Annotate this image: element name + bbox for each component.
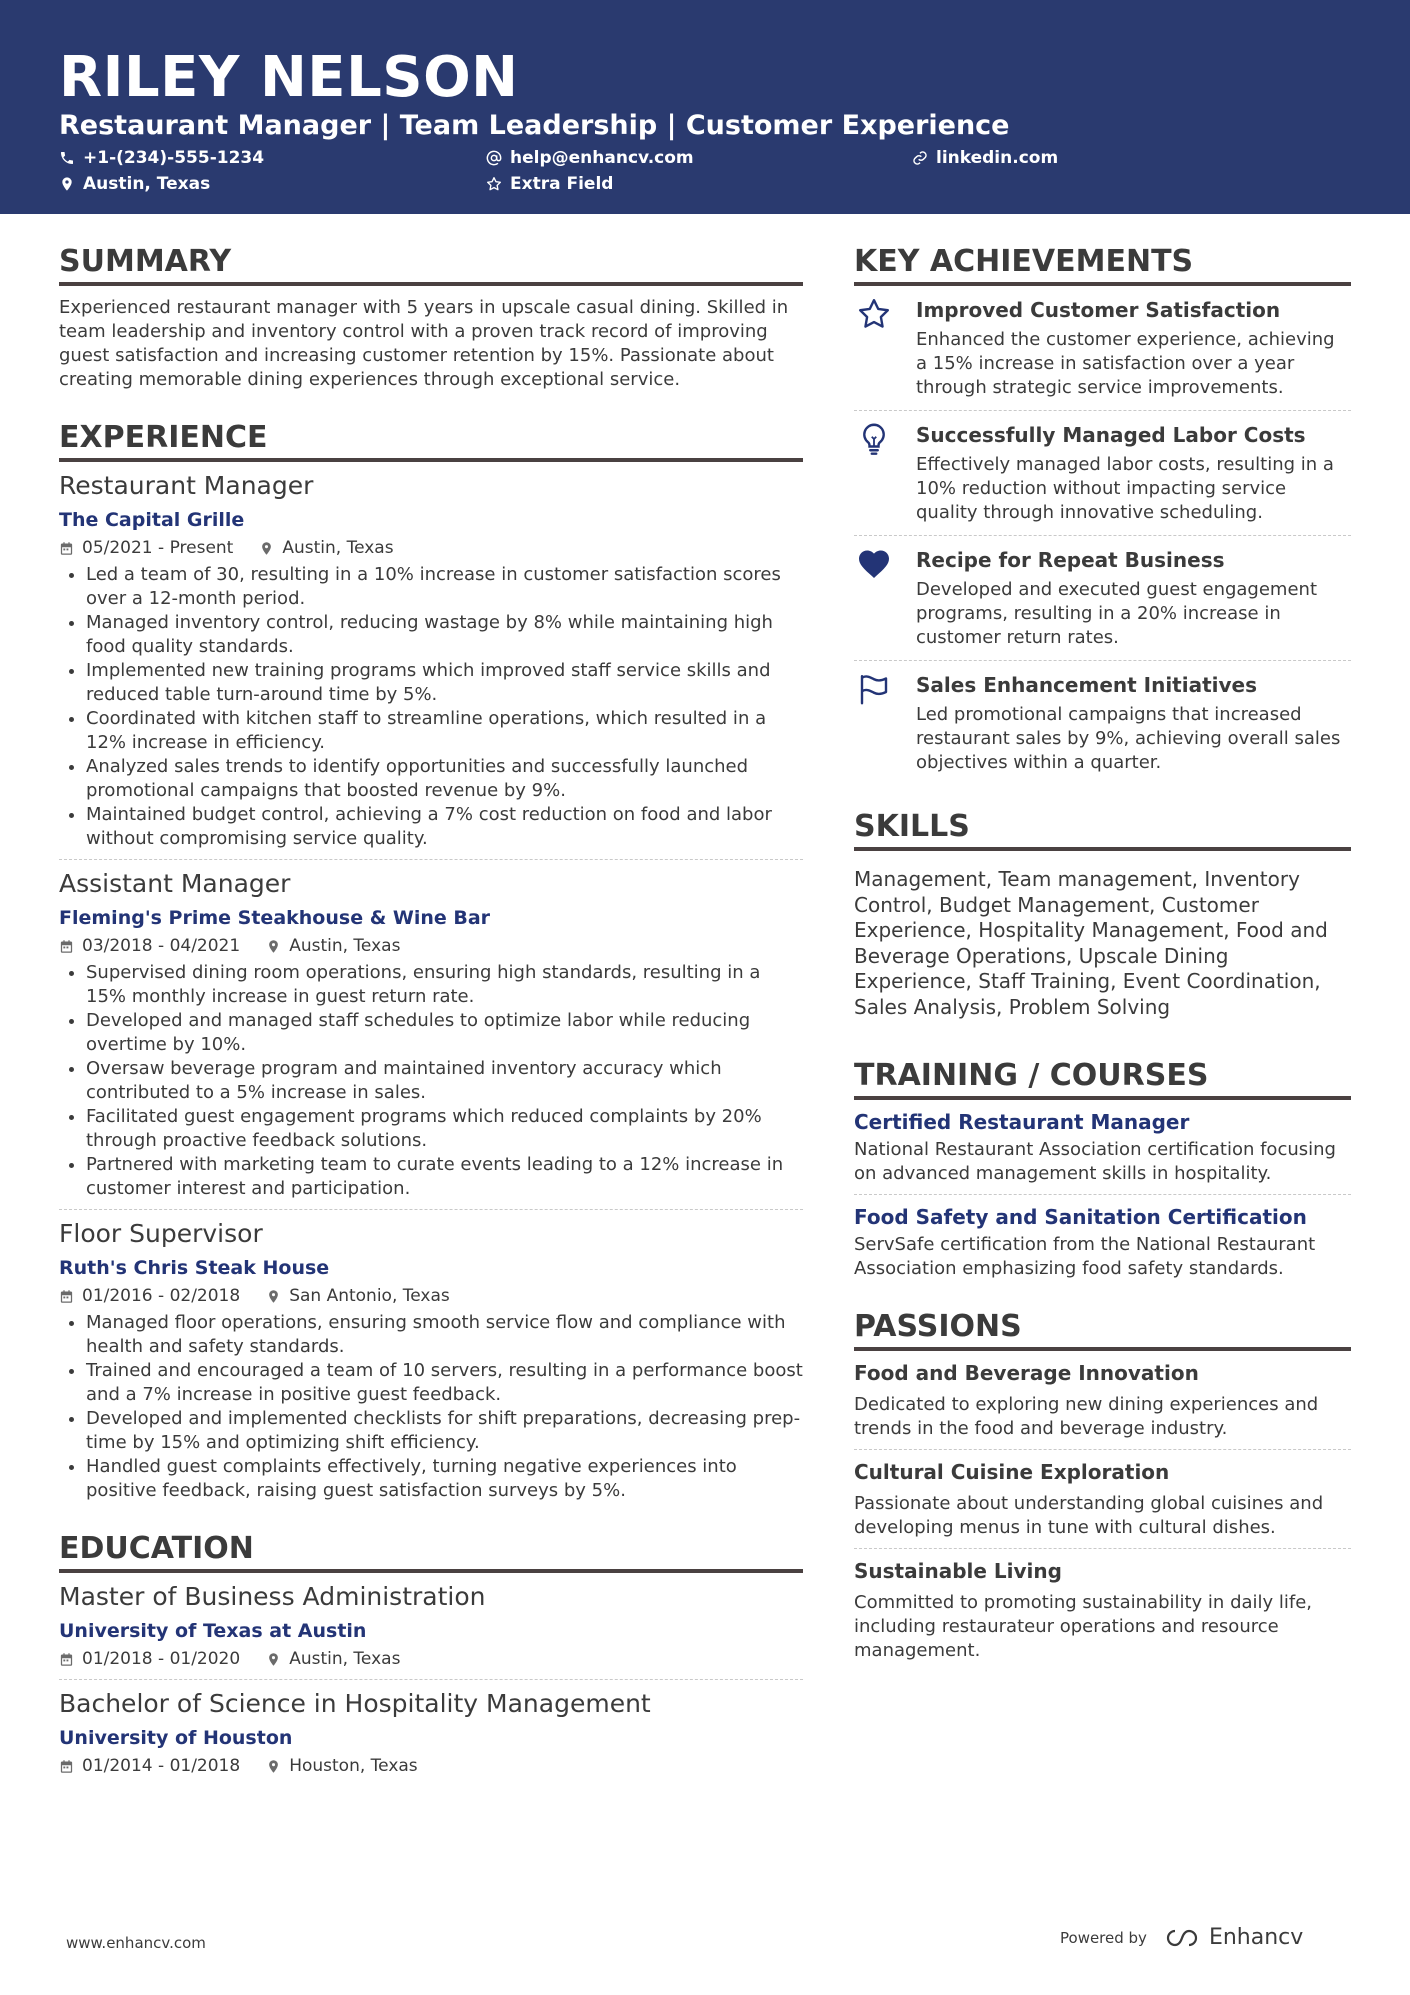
list-item: • Managed floor operations, ensuring smooth service flow and compliance with health and safety standards. xyxy=(86,1311,803,1359)
passion-item xyxy=(854,1549,1351,1663)
company-name: The Capital Grille xyxy=(59,509,245,531)
job-location: San Antonio, Texas xyxy=(289,1286,450,1306)
job-bullets xyxy=(59,563,803,851)
list-item: • Supervised dining room operations, ensuring high standards, resulting in a 15% monthly increase in guest return rate. xyxy=(86,961,803,1009)
passions-heading: PASSIONS xyxy=(854,1307,1351,1351)
experience-heading: EXPERIENCE xyxy=(59,418,803,462)
list-item: • Developed and managed staff schedules to optimize labor while reducing overtime by 10%. xyxy=(86,1009,803,1057)
company-name: Ruth's Chris Steak House xyxy=(59,1257,330,1279)
job-bullets xyxy=(59,961,803,1201)
education-entry xyxy=(59,1581,803,1671)
degree-title: Bachelor of Science in Hospitality Management xyxy=(59,1689,651,1718)
job-meta xyxy=(59,1284,803,1308)
passion-desc: Committed to promoting sustainability in daily life, including restaurateur operations and resource management. xyxy=(854,1592,1313,1661)
location-pin-icon xyxy=(59,176,75,192)
flag-icon xyxy=(856,671,892,707)
calendar-icon xyxy=(59,541,74,556)
achievement-desc: Enhanced the customer experience, achieving a 15% increase in satisfaction over a year through strategic service improvements. xyxy=(916,329,1335,398)
achievement-title: Improved Customer Satisfaction xyxy=(916,298,1281,322)
achievement-title: Sales Enhancement Initiatives xyxy=(916,673,1258,697)
education-heading: EDUCATION xyxy=(59,1529,803,1573)
calendar-icon xyxy=(59,1652,74,1667)
education-location: Austin, Texas xyxy=(289,1649,401,1669)
list-item: • Managed inventory control, reducing wastage by 8% while maintaining high food quality standards. xyxy=(86,611,803,659)
location-pin-icon xyxy=(266,939,281,954)
achievement-title: Successfully Managed Labor Costs xyxy=(916,423,1306,447)
powered-by-text: Powered by xyxy=(1060,1928,1147,1947)
school-name: University of Texas at Austin xyxy=(59,1620,367,1642)
education-dates: 01/2018 - 01/2020 xyxy=(82,1649,241,1669)
footer-website-link[interactable]: www.enhancv.com xyxy=(66,1934,206,1952)
skills-text: Management, Team management, Inventory Control, Budget Management, Customer Experience, Hospitality Management, Food and Beverage Operations, Upscale Dining Experience, Staff Training, Event Coordination, Sales Analysis, Problem Solving xyxy=(854,867,1328,1019)
extra-field-text: Extra Field xyxy=(510,174,614,194)
entry-divider xyxy=(59,1679,803,1680)
list-item: • Facilitated guest engagement programs which reduced complaints by 20% through proactive feedback solutions. xyxy=(86,1105,803,1153)
list-item: • Trained and encouraged a team of 10 servers, resulting in a performance boost and a 7% increase in positive guest feedback. xyxy=(86,1359,803,1407)
passion-title: Food and Beverage Innovation xyxy=(854,1361,1199,1385)
passion-item xyxy=(854,1450,1351,1540)
list-item: • Analyzed sales trends to identify opportunities and successfully launched promotional campaigns that boosted revenue by 9%. xyxy=(86,755,803,803)
course-item xyxy=(854,1100,1351,1186)
passion-title: Cultural Cuisine Exploration xyxy=(854,1460,1170,1484)
job-dates: 03/2018 - 04/2021 xyxy=(82,936,241,956)
job-location: Austin, Texas xyxy=(289,936,401,956)
left-column xyxy=(59,242,803,1778)
list-item: • Implemented new training programs which improved staff service skills and reduced table turn-around time by 5%. xyxy=(86,659,803,707)
achievements-heading: KEY ACHIEVEMENTS xyxy=(854,242,1351,286)
list-item: • Partnered with marketing team to curate events leading to a 12% increase in customer interest and participation. xyxy=(86,1153,803,1201)
resume-header xyxy=(0,0,1410,214)
passion-title: Sustainable Living xyxy=(854,1559,1062,1583)
contact-extra xyxy=(486,172,613,196)
course-title: Food Safety and Sanitation Certification xyxy=(854,1205,1307,1229)
education-entry xyxy=(59,1688,803,1778)
right-column xyxy=(854,242,1351,1663)
job-meta xyxy=(59,934,803,958)
achievement-desc: Led promotional campaigns that increased restaurant sales by 9%, achieving overall sales objectives within a quarter. xyxy=(916,704,1341,773)
course-title: Certified Restaurant Manager xyxy=(854,1110,1190,1134)
lightbulb-icon xyxy=(856,421,892,457)
star-outline-icon xyxy=(486,176,502,192)
phone-icon xyxy=(59,150,75,166)
passion-desc: Passionate about understanding global cuisines and developing menus in tune with cultural dishes. xyxy=(854,1493,1324,1538)
training-heading: TRAINING / COURSES xyxy=(854,1056,1351,1100)
entry-divider xyxy=(59,1209,803,1210)
course-item xyxy=(854,1195,1351,1281)
contact-location xyxy=(59,172,210,196)
job-title: Restaurant Manager xyxy=(59,471,314,500)
education-meta xyxy=(59,1754,803,1778)
candidate-headline: Restaurant Manager | Team Leadership | Customer Experience xyxy=(59,110,1010,141)
education-dates: 01/2014 - 01/2018 xyxy=(82,1756,241,1776)
company-name: Fleming's Prime Steakhouse & Wine Bar xyxy=(59,907,491,929)
education-meta xyxy=(59,1647,803,1671)
footer-branding xyxy=(1060,1925,1303,1950)
passion-desc: Dedicated to exploring new dining experiences and trends in the food and beverage industry. xyxy=(854,1394,1319,1439)
achievement-item xyxy=(854,411,1351,535)
entry-divider xyxy=(59,859,803,860)
achievement-item xyxy=(854,661,1351,785)
contact-phone[interactable] xyxy=(59,146,264,170)
list-item: • Led a team of 30, resulting in a 10% increase in customer satisfaction scores over a 12-month period. xyxy=(86,563,803,611)
list-item: • Coordinated with kitchen staff to streamline operations, which resulted in a 12% increase in efficiency. xyxy=(86,707,803,755)
achievement-desc: Developed and executed guest engagement programs, resulting in a 20% increase in customer return rates. xyxy=(916,579,1318,648)
phone-text: +1-(234)-555-1234 xyxy=(83,148,265,168)
location-pin-icon xyxy=(259,541,274,556)
job-dates: 01/2016 - 02/2018 xyxy=(82,1286,241,1306)
list-item: • Maintained budget control, achieving a 7% cost reduction on food and labor without compromising service quality. xyxy=(86,803,803,851)
location-pin-icon xyxy=(266,1289,281,1304)
job-meta xyxy=(59,536,803,560)
job-title: Floor Supervisor xyxy=(59,1219,263,1248)
at-icon xyxy=(486,150,502,166)
summary-heading: SUMMARY xyxy=(59,242,803,286)
enhancv-logo-icon xyxy=(1161,1927,1203,1949)
list-item: • Oversaw beverage program and maintained inventory accuracy which contributed to a 5% increase in sales. xyxy=(86,1057,803,1105)
course-desc: National Restaurant Association certification focusing on advanced management skills in hospitality. xyxy=(854,1139,1336,1184)
heart-icon xyxy=(856,546,892,582)
passion-item xyxy=(854,1351,1351,1441)
star-icon xyxy=(856,296,892,332)
degree-title: Master of Business Administration xyxy=(59,1582,486,1611)
job-entry xyxy=(59,1218,803,1503)
link-icon xyxy=(912,150,928,166)
location-pin-icon xyxy=(266,1652,281,1667)
calendar-icon xyxy=(59,939,74,954)
calendar-icon xyxy=(59,1759,74,1774)
job-dates: 05/2021 - Present xyxy=(82,538,234,558)
email-text: help@enhancv.com xyxy=(510,148,694,168)
contact-email[interactable] xyxy=(486,146,694,170)
list-item: • Developed and implemented checklists for shift preparations, decreasing prep-time by 15% and optimizing shift efficiency. xyxy=(86,1407,803,1455)
job-title: Assistant Manager xyxy=(59,869,291,898)
course-desc: ServSafe certification from the National Restaurant Association emphasizing food safety standards. xyxy=(854,1234,1316,1279)
achievement-item xyxy=(854,536,1351,660)
skills-heading: SKILLS xyxy=(854,807,1351,851)
achievement-desc: Effectively managed labor costs, resulting in a 10% reduction without impacting service quality through innovative scheduling. xyxy=(916,454,1334,523)
contact-linkedin[interactable] xyxy=(912,146,1058,170)
location-text: Austin, Texas xyxy=(83,174,211,194)
calendar-icon xyxy=(59,1289,74,1304)
job-entry xyxy=(59,470,803,851)
location-pin-icon xyxy=(266,1759,281,1774)
school-name: University of Houston xyxy=(59,1727,293,1749)
achievement-item xyxy=(854,286,1351,410)
education-location: Houston, Texas xyxy=(289,1756,418,1776)
job-location: Austin, Texas xyxy=(282,538,394,558)
job-bullets xyxy=(59,1311,803,1503)
candidate-name: RILEY NELSON xyxy=(59,45,519,110)
linkedin-text: linkedin.com xyxy=(936,148,1059,168)
achievement-title: Recipe for Repeat Business xyxy=(916,548,1225,572)
enhancv-logo[interactable] xyxy=(1161,1925,1303,1950)
job-entry xyxy=(59,868,803,1201)
list-item: • Handled guest complaints effectively, turning negative experiences into positive feedback, raising guest satisfaction surveys by 5%. xyxy=(86,1455,803,1503)
summary-text: Experienced restaurant manager with 5 years in upscale casual dining. Skilled in team leadership and inventory control with a proven track record of improving guest satisfaction and increasing customer retention by 15%. Passionate about creating memorable dining experiences through exceptional service. xyxy=(59,297,789,390)
brand-name: Enhancv xyxy=(1208,1925,1304,1950)
